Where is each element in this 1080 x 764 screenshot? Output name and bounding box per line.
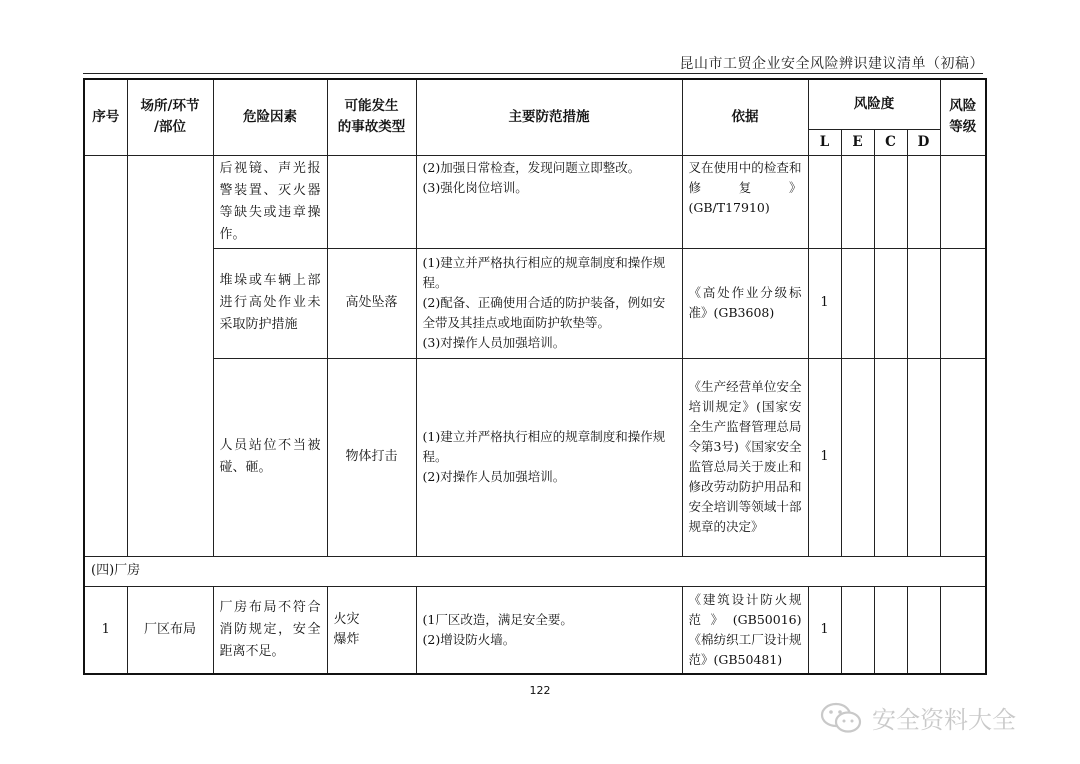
cell-basis: 《建筑设计防火规范》(GB50016)《棉纺织工厂设计规范》(GB50481) — [682, 586, 808, 674]
cell-accident — [327, 155, 416, 248]
cell-risk-level — [940, 358, 986, 556]
cell-seq — [84, 155, 127, 556]
cell-basis: 《高处作业分级标准》(GB3608) — [682, 248, 808, 358]
cell-location — [127, 155, 213, 556]
measure-item: (1厂区改造，满足安全要。 — [422, 611, 573, 627]
watermark — [820, 700, 1016, 735]
cell-measures — [416, 155, 682, 248]
col-header-risk-degree: 风险度 — [808, 79, 940, 129]
accident-type: 火灾 — [333, 611, 360, 627]
measure-item: (3)强化岗位培训。 — [422, 179, 528, 195]
col-header-seq: 序号 — [84, 79, 127, 155]
measure-item: (3)对操作人员加强培训。 — [422, 335, 566, 350]
watermark-text: 安全资料大全 — [872, 706, 1016, 734]
accident-type: 爆炸 — [333, 631, 360, 647]
col-header-D: D — [907, 129, 940, 155]
cell-seq: 1 — [84, 586, 127, 674]
cell-E — [841, 358, 874, 556]
col-header-measures: 主要防范措施 — [416, 79, 682, 155]
section-row — [84, 556, 986, 586]
cell-L: 1 — [808, 586, 841, 674]
col-header-risk-level — [940, 79, 986, 155]
table-row — [84, 155, 986, 248]
cell-accident: 高处坠落 — [327, 248, 416, 358]
table-header-row — [84, 79, 986, 129]
col-header-accident — [327, 79, 416, 155]
cell-E — [841, 155, 874, 248]
cell-risk-level — [940, 248, 986, 358]
cell-D — [907, 155, 940, 248]
cell-L: 1 — [808, 358, 841, 556]
col-header-E: E — [841, 129, 874, 155]
col-header-L: L — [808, 129, 841, 155]
cell-measures — [416, 248, 682, 358]
section-title: (四)厂房 — [84, 556, 986, 586]
cell-measures — [416, 586, 682, 674]
cell-hazard: 后视镜、声光报警装置、灭火器等缺失或违章操作。 — [213, 155, 327, 248]
col-header-C: C — [874, 129, 907, 155]
col-header-accident-line1: 可能发生 — [344, 98, 399, 115]
col-header-location — [127, 79, 213, 155]
cell-D — [907, 586, 940, 674]
col-header-accident-line2: 的事故类型 — [337, 119, 406, 136]
cell-C — [874, 155, 907, 248]
cell-L: 1 — [808, 248, 841, 358]
col-header-location-line1: 场所/环节 — [140, 98, 200, 115]
measure-item: (2)对操作人员加强培训。 — [422, 469, 566, 484]
cell-D — [907, 248, 940, 358]
cell-C — [874, 358, 907, 556]
cell-basis: 叉在使用中的检查和修复》(GB/T17910) — [682, 155, 808, 248]
col-header-hazard: 危险因素 — [213, 79, 327, 155]
cell-C — [874, 248, 907, 358]
measure-item: (1)建立并严格执行相应的规章制度和操作规程。 — [422, 429, 666, 464]
cell-hazard: 厂房布局不符合消防规定，安全距离不足。 — [213, 586, 327, 674]
cell-E — [841, 586, 874, 674]
table-row — [84, 248, 986, 358]
cell-risk-level — [940, 586, 986, 674]
document-header-title: 昆山市工贸企业安全风险辨识建议清单（初稿） — [679, 56, 984, 72]
table-row — [84, 586, 986, 674]
cell-risk-level — [940, 155, 986, 248]
cell-basis: 《生产经营单位安全培训规定》(国家安全生产监督管理总局令第3号)《国家安全监管总局关于废止和修改劳动防护用品和安全培训等领域十部规章的决定》 — [682, 358, 808, 556]
measure-item: (2)加强日常检查，发现问题立即整改。 — [422, 159, 641, 175]
wechat-icon — [820, 701, 864, 735]
measure-item: (2)配备、正确使用合适的防护装备，例如安全带及其挂点或地面防护软垫等。 — [422, 295, 666, 330]
cell-E — [841, 248, 874, 358]
cell-hazard: 人员站位不当被碰、砸。 — [213, 358, 327, 556]
cell-accident — [327, 586, 416, 674]
cell-C — [874, 586, 907, 674]
col-header-level-line1: 风险 — [949, 98, 977, 115]
col-header-location-line2: /部位 — [154, 119, 186, 136]
cell-hazard: 堆垛或车辆上部进行高处作业未采取防护措施 — [213, 248, 327, 358]
page-number: 122 — [529, 684, 551, 697]
cell-location: 厂区布局 — [127, 586, 213, 674]
col-header-level-line2: 等级 — [949, 119, 977, 136]
measure-item: (1)建立并严格执行相应的规章制度和操作规程。 — [422, 255, 666, 290]
header-divider — [83, 73, 983, 74]
risk-table — [83, 78, 987, 675]
cell-accident: 物体打击 — [327, 358, 416, 556]
measure-item: (2)增设防火墙。 — [422, 631, 516, 647]
col-header-basis: 依据 — [682, 79, 808, 155]
cell-D — [907, 358, 940, 556]
cell-L — [808, 155, 841, 248]
cell-measures — [416, 358, 682, 556]
table-row — [84, 358, 986, 556]
